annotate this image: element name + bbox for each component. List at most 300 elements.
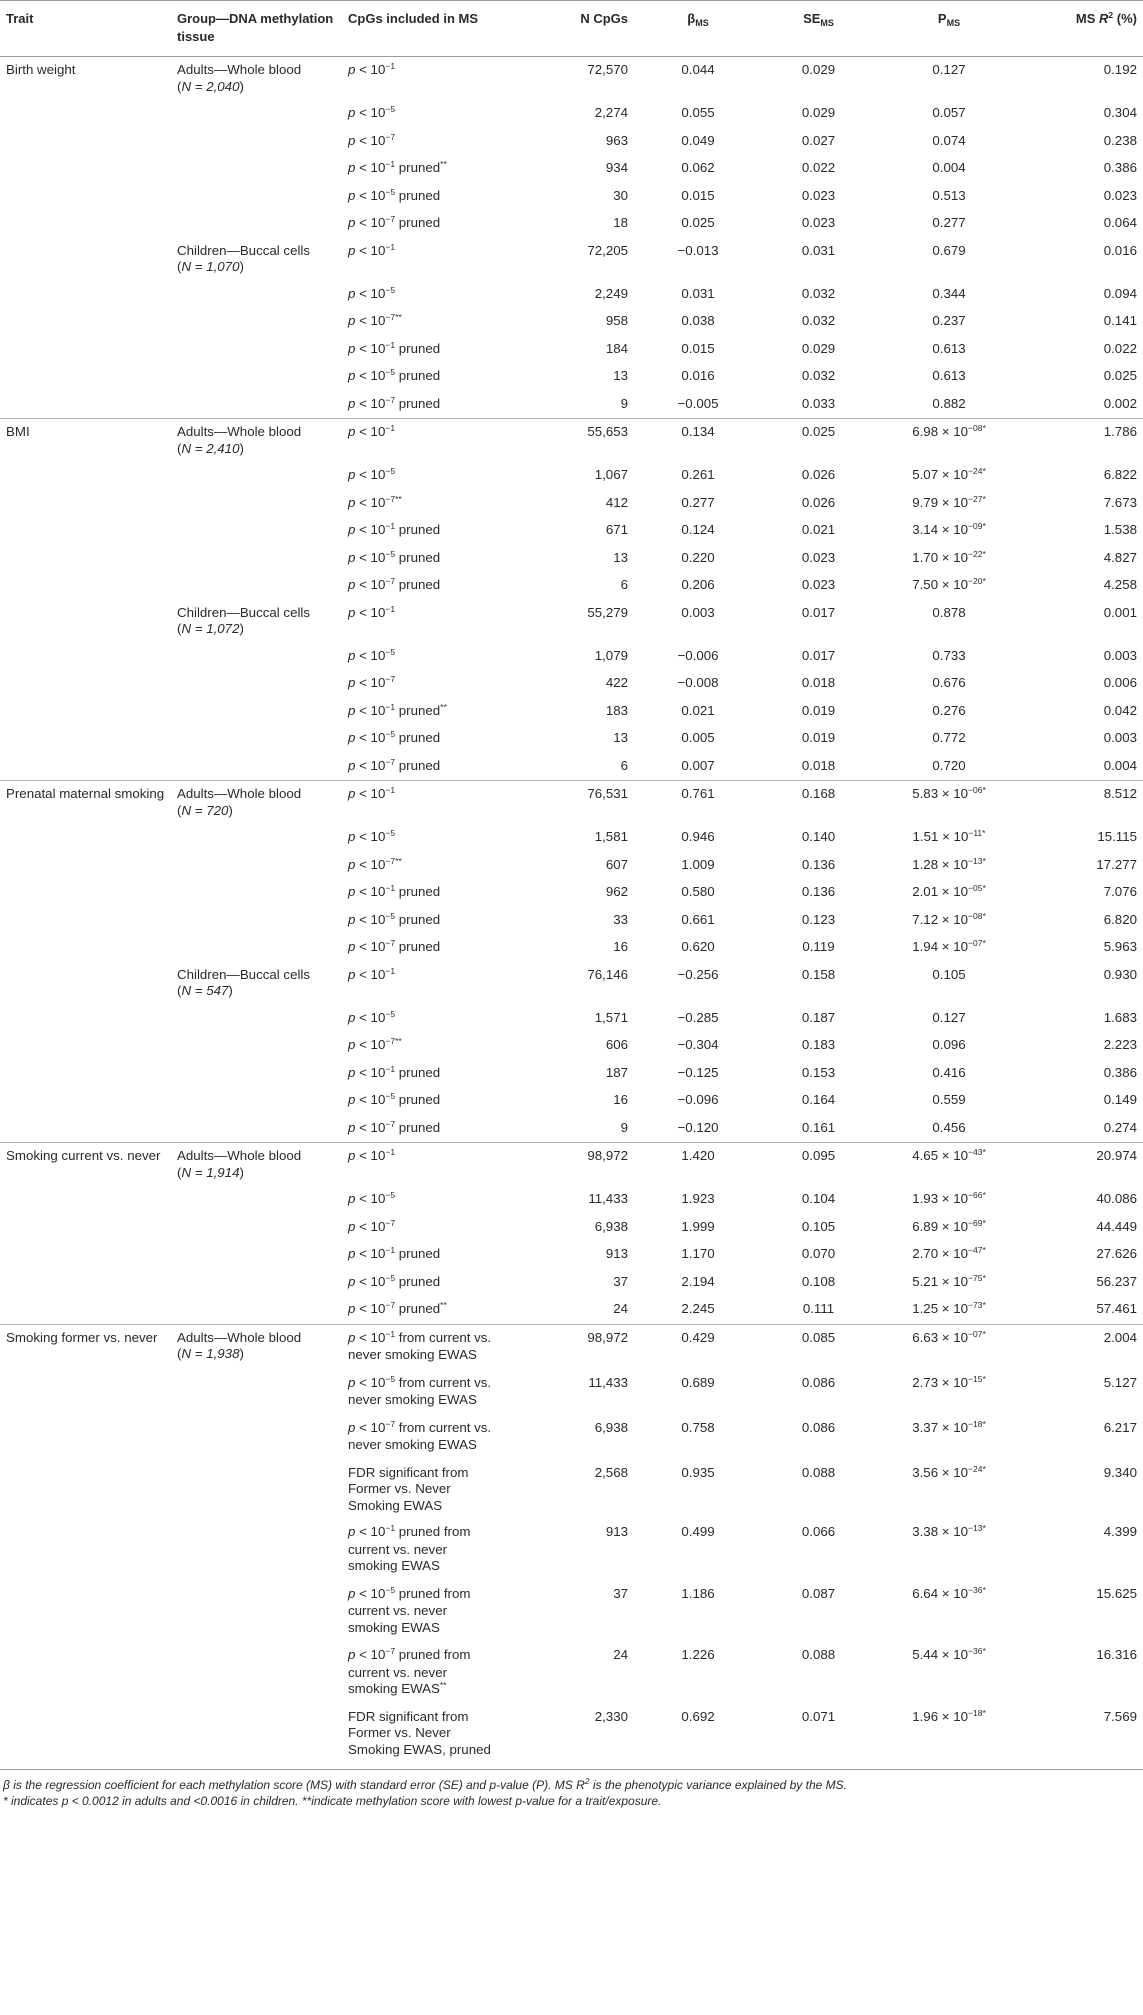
- r2-cell: 8.512: [1023, 781, 1143, 825]
- cpg-threshold-cell: $p < 10^{-7}$ pruned: [348, 394, 441, 411]
- threshold-suffix: pruned: [395, 884, 441, 899]
- n-cpgs-cell: 2,274: [594, 105, 628, 120]
- se-cell: 0.021: [801, 522, 836, 537]
- threshold-suffix: pruned: [395, 522, 441, 537]
- significance-marker: *: [982, 1328, 986, 1339]
- p-exponent: −75: [968, 1272, 983, 1283]
- p-exponent: −18: [968, 1707, 983, 1718]
- trait-cell: [0, 1581, 171, 1643]
- cpg-threshold-cell: [342, 1704, 506, 1764]
- p-value-cell: $5.07 \times 10^{-24*}$: [912, 466, 986, 482]
- beta-cell: 0.261: [681, 467, 715, 482]
- cpg-threshold-cell: $p < 10^{-5}$ pruned: [348, 1091, 441, 1107]
- trait-cell: [0, 490, 171, 518]
- n-cpgs-cell: 98,972: [506, 1143, 634, 1187]
- cpg-threshold-cell: $p < 10^{-7}$ pruned: [348, 756, 441, 773]
- cpg-threshold-cell: $p < 10^{-7**}$: [348, 312, 402, 328]
- threshold-exponent: −7: [385, 756, 396, 767]
- beta-cell: −0.006: [677, 647, 719, 663]
- p-value-cell: [875, 753, 1023, 781]
- lowest-p-marker: **: [395, 1036, 402, 1046]
- se-cell: 0.104: [801, 1191, 836, 1206]
- p-value-cell: [875, 391, 1023, 419]
- p-exponent: −69: [968, 1217, 983, 1228]
- threshold-suffix: pruned: [395, 215, 441, 230]
- n-cpgs-cell: 16: [613, 939, 628, 954]
- p-value-cell: $1.96 \times 10^{-18*}$: [912, 1707, 986, 1724]
- n-cpgs-cell: 187: [605, 1064, 628, 1080]
- se-cell: 0.111: [802, 1301, 835, 1316]
- trait-cell: [0, 1324, 171, 1370]
- p-symbol: p: [348, 62, 356, 77]
- se-cell: 0.088: [801, 1464, 836, 1480]
- n-cpgs-cell: 13: [613, 549, 628, 565]
- p-value-cell: $1.94 \times 10^{-07*}$: [912, 938, 986, 954]
- beta-cell: 0.038: [681, 313, 715, 328]
- table-row: [0, 1241, 1143, 1269]
- p-mantissa: 1.70: [912, 549, 939, 565]
- p-value-cell: [875, 600, 1023, 643]
- se-cell: 0.032: [801, 313, 836, 328]
- group-cell: Adults—Whole blood (N = 2,040): [171, 57, 342, 101]
- threshold-exponent: −1: [385, 883, 396, 893]
- n-cpgs-cell: 607: [605, 856, 628, 872]
- n-cpgs-cell: 11,433: [588, 1191, 628, 1206]
- cpg-threshold-cell: $p < 10^{-5}$: [348, 466, 396, 482]
- r2-cell: 5.127: [1103, 1374, 1137, 1390]
- group-sample-size: N = 2,410: [181, 440, 240, 456]
- p-symbol: p: [348, 313, 356, 328]
- significance-marker: *: [982, 938, 986, 948]
- group-cell: [171, 1186, 342, 1214]
- se-cell: 0.136: [801, 856, 836, 872]
- n-cpgs-cell: 2,249: [594, 285, 628, 301]
- p-value-text: 0.882: [932, 395, 966, 411]
- threshold-exponent: −1: [385, 1245, 396, 1255]
- se-cell: 0.087: [801, 1585, 836, 1601]
- beta-cell: 1.999: [681, 1218, 715, 1234]
- se-cell: 0.023: [801, 215, 836, 230]
- p-value-cell: [875, 155, 1023, 183]
- group-cell: [171, 281, 342, 309]
- p-value-text: 0.127: [932, 62, 966, 77]
- p-symbol: p: [348, 1246, 356, 1261]
- p-value-cell: [875, 210, 1023, 238]
- significance-marker: *: [982, 493, 986, 504]
- lowest-p-marker: **: [395, 312, 402, 322]
- trait-cell: [0, 363, 171, 391]
- se-cell: 0.023: [801, 187, 836, 203]
- significance-marker: *: [982, 466, 986, 476]
- trait-cell: [0, 643, 171, 671]
- p-symbol: p: [348, 1009, 356, 1025]
- table-row: [0, 670, 1143, 698]
- p-value-cell: [875, 1032, 1023, 1060]
- n-cpgs-cell: 9: [620, 395, 628, 411]
- p-symbol: p: [348, 1119, 356, 1135]
- group-sample-size: N = 1,070: [181, 259, 240, 274]
- threshold-suffix: pruned: [395, 549, 441, 565]
- se-cell: 0.164: [801, 1092, 836, 1107]
- p-mantissa: 3.38: [912, 1524, 939, 1539]
- lowest-p-marker: **: [440, 1300, 447, 1310]
- p-value-cell: [875, 128, 1023, 156]
- threshold-suffix: pruned from current vs. never smoking EWAS: [348, 1647, 471, 1696]
- significance-marker: *: [982, 576, 986, 586]
- threshold-exponent: −5: [385, 910, 396, 921]
- trait-cell: [0, 1460, 171, 1520]
- beta-cell: −0.005: [677, 395, 719, 411]
- n-cpgs-cell: 9: [620, 1119, 628, 1135]
- threshold-suffix: pruned: [395, 1301, 441, 1316]
- r2-cell: 0.274: [1103, 1119, 1137, 1135]
- trait-cell: [0, 100, 171, 128]
- header-se: $SE_{MS}$: [762, 1, 875, 57]
- threshold-exponent: −7: [385, 214, 396, 224]
- se-cell: 0.108: [801, 1273, 836, 1289]
- p-symbol: p: [348, 730, 356, 745]
- cpg-threshold-cell: $p < 10^{-5}$: [348, 104, 396, 120]
- cpg-threshold-cell: $p < 10^{-7}$ from current vs. never smoking EWAS: [348, 1418, 492, 1452]
- beta-cell: 1.226: [681, 1647, 715, 1662]
- significance-marker: *: [982, 1147, 986, 1157]
- n-cpgs-cell: 6: [620, 577, 628, 592]
- table-row: [0, 643, 1143, 671]
- threshold-exponent: −7: [385, 1217, 396, 1228]
- cpg-threshold-cell: $p < 10^{-1}$: [342, 57, 506, 101]
- trait-cell: [0, 1087, 171, 1115]
- cpg-threshold-cell: $p < 10^{-1}$: [342, 1143, 506, 1187]
- group-cell: [171, 517, 342, 545]
- p-mantissa: 7.12: [912, 911, 939, 927]
- p-mantissa: 5.83: [912, 786, 939, 801]
- p-exponent: −07: [968, 938, 983, 948]
- p-exponent: −08: [968, 910, 983, 921]
- beta-cell: 0.620: [681, 939, 715, 954]
- p-symbol: p: [348, 1273, 356, 1289]
- trait-cell: [0, 1415, 171, 1460]
- threshold-exponent: −1: [385, 965, 396, 976]
- p-mantissa: 2.70: [912, 1246, 939, 1261]
- threshold-exponent: −1: [385, 521, 396, 531]
- beta-cell: 0.220: [681, 549, 715, 565]
- beta-cell: 1.923: [681, 1191, 715, 1206]
- table-row: [0, 1296, 1143, 1324]
- beta-cell: 0.062: [681, 160, 715, 175]
- p-value-cell: [875, 1060, 1023, 1088]
- table-bottom-rule: [0, 1769, 1143, 1770]
- table-row: [0, 1704, 1143, 1764]
- header-beta: $\beta_{MS}$: [634, 1, 762, 57]
- trait-cell: [0, 1214, 171, 1242]
- beta-cell: 0.015: [681, 187, 715, 203]
- group-sample-size: N = 1,938: [181, 1346, 240, 1361]
- p-value-text: 0.105: [932, 966, 966, 982]
- group-sample-size: N = 2,040: [181, 78, 240, 94]
- beta-cell: 0.016: [681, 368, 715, 383]
- se-cell: 0.026: [801, 494, 836, 510]
- table-row: [0, 1032, 1143, 1060]
- table-row: [0, 57, 1143, 101]
- table-row: [0, 1143, 1143, 1187]
- threshold-suffix: pruned: [395, 340, 441, 356]
- r2-cell: 0.238: [1103, 132, 1137, 148]
- cpg-threshold-cell: $p < 10^{-1}$: [348, 603, 396, 620]
- p-mantissa: 9.79: [912, 494, 939, 510]
- beta-cell: 0.031: [681, 285, 715, 301]
- beta-cell: 0.429: [634, 1324, 762, 1370]
- p-exponent: −06: [968, 785, 983, 795]
- threshold-suffix: pruned: [395, 939, 441, 954]
- p-mantissa: 1.25: [912, 1301, 939, 1316]
- r2-cell: 0.003: [1103, 647, 1137, 663]
- table-row: [0, 1324, 1143, 1370]
- n-cpgs-cell: 13: [613, 730, 628, 745]
- se-cell: 0.026: [801, 467, 836, 482]
- group-cell: [171, 698, 342, 726]
- p-value-cell: $4.65 \times 10^{-43*}$: [875, 1143, 1023, 1187]
- trait-cell: [0, 57, 171, 101]
- n-cpgs-cell: 37: [613, 1585, 628, 1601]
- se-cell: 0.071: [801, 1708, 836, 1724]
- significance-marker: *: [982, 1300, 986, 1310]
- p-exponent: −36: [968, 1584, 983, 1595]
- significance-marker: *: [982, 1217, 986, 1228]
- p-symbol: p: [348, 884, 356, 899]
- trait-cell: [0, 824, 171, 852]
- p-value-text: 0.004: [932, 160, 966, 175]
- p-exponent: −13: [968, 1523, 983, 1533]
- group-cell: [171, 128, 342, 156]
- table-row: [0, 490, 1143, 518]
- cpg-threshold-cell: $p < 10^{-1}$ pruned: [348, 883, 441, 899]
- group-cell: Children—Buccal cells (N = 1,072): [177, 604, 311, 636]
- beta-cell: 0.277: [681, 494, 715, 510]
- r2-cell: 0.930: [1103, 966, 1137, 982]
- beta-cell: 0.134: [634, 419, 762, 463]
- group-cell: [171, 934, 342, 962]
- group-cell: [171, 1460, 342, 1520]
- r2-cell: 57.461: [1096, 1301, 1137, 1316]
- trait-cell: [0, 1241, 171, 1269]
- cpg-threshold-cell: $p < 10^{-1}$ from current vs. never smoking EWAS: [342, 1324, 506, 1370]
- n-cpgs-cell: 1,581: [594, 829, 628, 844]
- threshold-suffix: pruned: [395, 1092, 441, 1107]
- significance-marker: *: [982, 423, 986, 433]
- p-value-cell: $7.12 \times 10^{-08*}$: [912, 910, 986, 927]
- p-symbol: p: [348, 424, 356, 439]
- significance-marker: *: [982, 1373, 986, 1384]
- p-value-cell: [875, 281, 1023, 309]
- threshold-exponent: −5: [385, 1190, 396, 1200]
- n-cpgs-cell: 913: [605, 1524, 628, 1539]
- cpg-threshold-cell: [342, 1460, 506, 1520]
- threshold-exponent: −5: [385, 828, 396, 838]
- group-cell: [171, 725, 342, 753]
- threshold-exponent: −7: [385, 312, 396, 322]
- group-cell: [171, 879, 342, 907]
- group-cell: [171, 572, 342, 600]
- p-mantissa: 1.93: [912, 1191, 939, 1206]
- p-symbol: p: [348, 939, 356, 954]
- beta-cell: −0.304: [677, 1037, 719, 1052]
- threshold-exponent: −7: [385, 131, 396, 142]
- trait-cell: [0, 155, 171, 183]
- r2-cell: 7.673: [1103, 494, 1137, 510]
- table-row: [0, 363, 1143, 391]
- table-row: [0, 1087, 1143, 1115]
- p-symbol: p: [348, 1191, 356, 1206]
- group-cell: [171, 907, 342, 935]
- cpg-threshold-cell: $p < 10^{-5}$ pruned: [348, 548, 441, 565]
- n-cpgs-cell: 72,570: [506, 57, 634, 101]
- trait-cell: [0, 1143, 171, 1187]
- p-mantissa: 6.98: [912, 424, 939, 439]
- p-value-cell: [875, 1005, 1023, 1033]
- lowest-p-marker: **: [440, 159, 447, 169]
- significance-marker: *: [982, 1584, 986, 1595]
- group-cell: [171, 1519, 342, 1581]
- n-cpgs-cell: 1,079: [594, 647, 628, 663]
- cpg-threshold-cell: $p < 10^{-7}$ pruned from current vs. never smoking EWAS**: [348, 1646, 471, 1696]
- significance-marker: *: [982, 1272, 986, 1283]
- threshold-exponent: −7: [385, 855, 396, 866]
- beta-cell: 0.206: [681, 577, 715, 592]
- cpg-threshold-cell: $p < 10^{-7}$ pruned: [348, 938, 441, 954]
- group-cell: [171, 490, 342, 518]
- table-row: [0, 238, 1143, 281]
- r2-cell: 4.258: [1103, 577, 1137, 592]
- trait-cell: [0, 934, 171, 962]
- se-cell: 0.123: [801, 911, 836, 927]
- n-cpgs-cell: 934: [605, 160, 628, 175]
- header-p: $P_{MS}$: [875, 1, 1023, 57]
- p-symbol: p: [348, 1148, 356, 1163]
- p-symbol: p: [348, 911, 356, 927]
- se-cell: 0.017: [801, 604, 836, 620]
- threshold-suffix: pruned: [395, 577, 441, 592]
- p-mantissa: 2.01: [912, 884, 939, 899]
- r2-cell: 0.192: [1023, 57, 1143, 101]
- group-sample-size: N = 720: [181, 802, 229, 818]
- n-cpgs-cell: 1,067: [594, 467, 628, 482]
- cpg-threshold-cell: $p < 10^{-5}$: [348, 646, 396, 663]
- cpg-threshold-cell: $p < 10^{-5}$ pruned from current vs. never smoking EWAS: [348, 1584, 471, 1635]
- se-cell: 0.070: [801, 1246, 836, 1261]
- group-cell: Adults—Whole blood (N = 720): [171, 781, 342, 825]
- p-value-cell: [875, 336, 1023, 364]
- p-value-text: 0.733: [932, 647, 966, 663]
- threshold-exponent: −1: [385, 1063, 396, 1074]
- trait-cell: [0, 962, 171, 1005]
- cpg-threshold-cell: $p < 10^{-1}$: [348, 241, 396, 258]
- threshold-suffix: pruned from current vs. never smoking EWAS: [348, 1524, 471, 1573]
- trait-cell: [0, 753, 171, 781]
- p-value-cell: $1.93 \times 10^{-66*}$: [912, 1190, 986, 1206]
- se-cell: 0.019: [801, 702, 836, 718]
- p-symbol: p: [348, 757, 356, 773]
- p-exponent: −08: [968, 423, 983, 433]
- group-cell: [171, 391, 342, 419]
- group-cell: [171, 1642, 342, 1704]
- cpg-threshold-cell: $p < 10^{-5}$: [348, 1190, 396, 1206]
- threshold-suffix: pruned: [395, 1119, 441, 1135]
- p-value-text: 0.679: [932, 242, 966, 258]
- n-cpgs-cell: 1,571: [594, 1009, 628, 1025]
- cpg-threshold-cell: $p < 10^{-1}$ pruned from current vs. never smoking EWAS: [348, 1523, 471, 1573]
- p-value-cell: [875, 698, 1023, 726]
- cpg-threshold-cell: $p < 10^{-7}$: [348, 674, 396, 690]
- p-value-cell: $1.28 \times 10^{-13*}$: [912, 855, 986, 872]
- p-mantissa: 1.51: [912, 829, 939, 844]
- lowest-p-marker: **: [395, 855, 402, 866]
- group-cell: [171, 183, 342, 211]
- group-label: Adults—Whole blood: [177, 1329, 302, 1345]
- group-cell: [171, 1241, 342, 1269]
- cpg-threshold-cell: $p < 10^{-5}$ from current vs. never smoking EWAS: [348, 1373, 492, 1407]
- trait-cell: [0, 1115, 171, 1143]
- beta-cell: 0.021: [681, 702, 715, 718]
- group-label: Children—Buccal cells: [177, 242, 311, 258]
- beta-cell: −0.120: [677, 1119, 719, 1135]
- p-symbol: p: [348, 215, 356, 230]
- r2-cell: 0.094: [1103, 285, 1137, 301]
- trait-cell: [0, 545, 171, 573]
- se-cell: 0.033: [801, 395, 836, 411]
- group-cell: Children—Buccal cells (N = 547): [177, 966, 311, 998]
- p-symbol: p: [348, 340, 356, 356]
- p-value-text: 0.613: [932, 340, 966, 356]
- cpg-threshold-cell: $p < 10^{-7**}$: [348, 855, 402, 872]
- threshold-suffix: pruned from current vs. never smoking EWAS: [348, 1585, 471, 1635]
- trait-cell: [0, 1370, 171, 1415]
- trait-cell: [0, 1032, 171, 1060]
- group-cell: [171, 1370, 342, 1415]
- p-value-cell: [875, 1087, 1023, 1115]
- threshold-exponent: −5: [385, 186, 396, 197]
- trait-cell: [0, 1269, 171, 1297]
- beta-cell: 0.003: [681, 604, 715, 620]
- trait-cell: [0, 128, 171, 156]
- trait-cell: [0, 462, 171, 490]
- p-symbol: p: [348, 604, 356, 620]
- r2-cell: 0.064: [1103, 215, 1137, 230]
- r2-cell: 0.003: [1103, 730, 1137, 745]
- threshold-exponent: −5: [385, 1272, 396, 1283]
- r2-cell: 2.223: [1103, 1037, 1137, 1052]
- p-symbol: p: [348, 577, 356, 592]
- r2-cell: 44.449: [1096, 1218, 1137, 1234]
- cpg-threshold-cell: $p < 10^{-7}$ pruned**: [348, 1300, 447, 1316]
- threshold-exponent: −5: [385, 729, 396, 739]
- group-label: Adults—Whole blood: [177, 786, 302, 801]
- p-value-cell: $3.14 \times 10^{-09*}$: [912, 521, 986, 537]
- p-symbol: p: [348, 675, 356, 690]
- se-cell: 0.018: [801, 757, 836, 773]
- n-cpgs-cell: 24: [613, 1301, 628, 1316]
- beta-cell: 0.049: [681, 132, 715, 148]
- group-cell: [171, 1269, 342, 1297]
- header-row: [0, 1, 1143, 57]
- p-symbol: p: [348, 187, 356, 203]
- n-cpgs-cell: 962: [605, 884, 628, 899]
- header-group: Group—DNA methylation tissue: [171, 1, 342, 57]
- p-symbol: p: [348, 1064, 356, 1080]
- p-exponent: −27: [968, 493, 983, 504]
- r2-cell: 7.569: [1103, 1708, 1137, 1724]
- beta-cell: 1.009: [681, 856, 715, 872]
- trait-label: Birth weight: [6, 62, 76, 77]
